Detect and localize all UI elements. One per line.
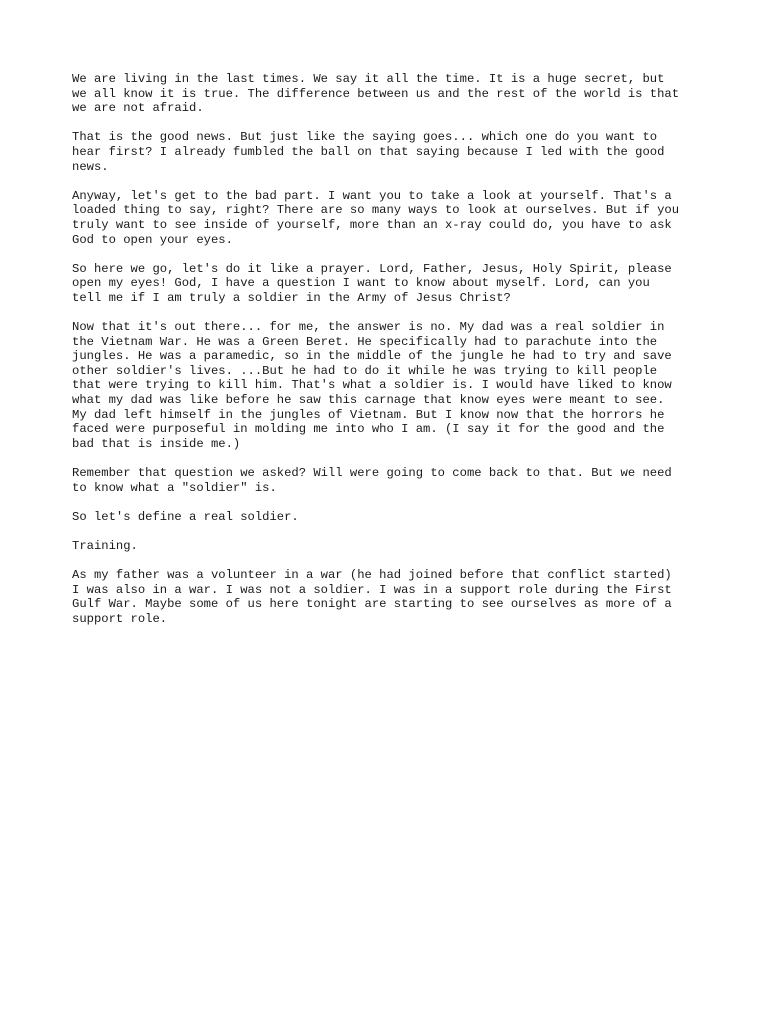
paragraph-5: Now that it's out there... for me, the answer is no. My dad was a real soldier in the Vietnam War. He was a Green Beret. He specifically had to parachute into the jungles. He was a paramedic, so in the middle of the jungle he had to try and save other soldier's lives. ...But he had to do it while he was trying to kill people that were trying to kill him. That's what a soldier is. I would have liked to know what my dad was like before he saw this carnage that know eyes were meant to see. My dad left himself in the jungles of Vietnam. But I know now that the horrors he faced were purposeful in molding me into who I am. (I say it for the good and the bad that is inside me.)	[72, 320, 672, 451]
paragraph-9: As my father was a volunteer in a war (he had joined before that conflict started) I was also in a war. I was not a soldier. I was in a support role during the First Gulf War. Maybe some of us here tonight are starting to see ourselves as more of a support role.	[72, 568, 672, 626]
paragraph-3: Anyway, let's get to the bad part. I want you to take a look at yourself. That's a loaded thing to say, right? There are so many ways to look at ourselves. But if you truly want to see inside of yourself, more than an x-ray could do, you have to ask God to open your eyes.	[72, 188, 680, 247]
paragraph-1: We are living in the last times. We say it all the time. It is a huge secret, but we all know it is true. The difference between us and the rest of the world is that we are not afraid.	[72, 72, 680, 116]
paragraph-8: Training.	[72, 539, 138, 553]
paragraph-2: That is the good news. But just like the saying goes... which one do you want to hear first? I already fumbled the ball on that saying because I led with the good news.	[72, 130, 665, 174]
paragraph-4: So here we go, let's do it like a prayer. Lord, Father, Jesus, Holy Spirit, please open my eyes! God, I have a question I want to know about myself. Lord, can you tell me if I am truly a soldier in the Army of Jesus Christ?	[72, 261, 672, 305]
paragraph-7: So let's define a real soldier.	[72, 509, 299, 524]
paragraph-6: Remember that question we asked? Will were going to come back to that. But we need to know what a "soldier" is.	[72, 466, 672, 495]
document-body	[72, 72, 712, 641]
